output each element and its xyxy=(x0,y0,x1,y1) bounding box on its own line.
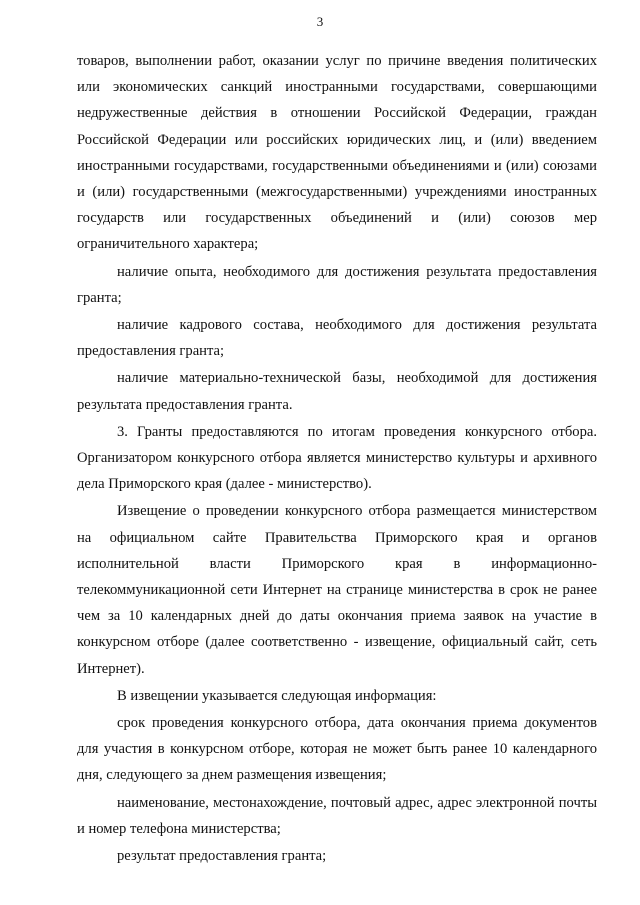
paragraph-deadline: срок проведения конкурсного отбора, дата окончания приема документов для участия в конкурсном отборе, которая не может быть ранее 10 календарного дня, следующего за днем размещения извещения; xyxy=(77,715,597,784)
paragraph-material-base: наличие материально-технической базы, необходимой для достижения результата предоставления гранта. xyxy=(77,370,597,413)
paragraph-sanctions-continuation: товаров, выполнении работ, оказании услуг по причине введения политических или экономических санкций иностранными государствами, совершающими недружественные действия в отношении Российской Федерации, граждан Российской Федерации или российских юридических лиц, и (или) введением иностранными государствами, государственными объединениями и (или) союзами и (или) государственными (межгосударственными) учреждениями иностранных государств или государственных объединений и (или) союзов мер ограничительного характера; xyxy=(77,53,597,253)
paragraph-grant-result: результат предоставления гранта; xyxy=(117,848,327,865)
paragraph-experience: наличие опыта, необходимого для достижения результата предоставления гранта; xyxy=(77,263,597,306)
paragraph-announcement-info: В извещении указывается следующая информация: xyxy=(117,687,437,704)
document-body xyxy=(77,48,597,869)
paragraph-announcement: Извещение о проведении конкурсного отбора размещается министерством на официальном сайте Правительства Приморского края и органов исполнительной власти Приморского края в информационно-телекоммуникационной сети Интернет на странице министерства в срок не ранее чем за 10 календарных дней до даты окончания приема заявок на участие в конкурсном отборе (далее соответственно - извещение, официальный сайт, сеть Интернет). xyxy=(77,503,597,677)
paragraph-section-3: 3. Гранты предоставляются по итогам проведения конкурсного отбора. Организатором конкурсного отбора является министерство культуры и архивного дела Приморского края (далее - министерство). xyxy=(77,423,597,493)
paragraph-ministry-contacts: наименование, местонахождение, почтовый адрес, адрес электронной почты и номер телефона министерства; xyxy=(77,794,597,837)
paragraph-staff: наличие кадрового состава, необходимого для достижения результата предоставления гранта; xyxy=(77,317,597,360)
page-number: 3 xyxy=(316,14,324,29)
